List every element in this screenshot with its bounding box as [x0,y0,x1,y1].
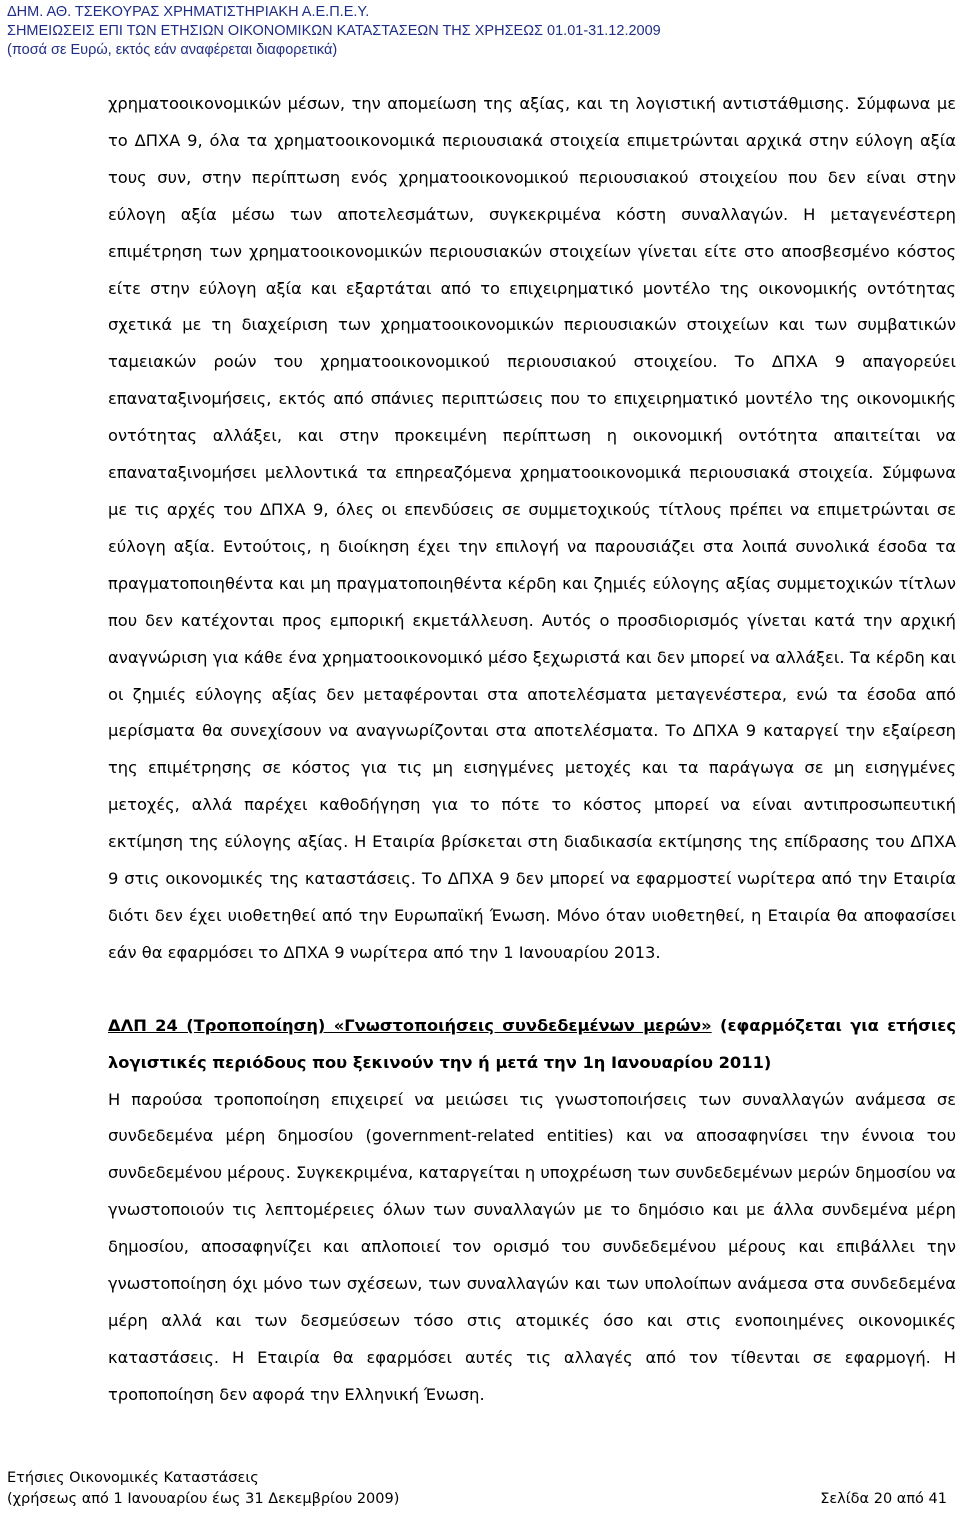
section-heading-title: ΔΛΠ 24 (Τροποποίηση) «Γνωστοποιήσεις συνδεδεμένων μερών» [108,1015,712,1035]
ias24-paragraph: Η παρούσα τροποποίηση επιχειρεί να μειώσει τις γνωστοποιήσεις των συναλλαγών ανάμεσα σε συνδεδεμένα μέρη δημοσίου (government-related entities) και να αποσαφηνίσει την έννοια του συνδεδεμένου μέρους. Συγκεκριμένα, καταργείται η υποχρέωση των συνδεδεμένων μερών δημοσίου να γνωστοποιούν τις λεπτομέρειες όλων των συναλλαγών με το δημόσιο και με άλλα συνδεμένα μέρη δημοσίου, αποσαφηνίζει και απλοποιεί τον ορισμό του συνδεδεμένου μέρους και επιβάλλει την γνωστοποίηση όχι μόνο των σχέσεων, των συναλλαγών και των υπολοίπων ανάμεσα στα συνδεδεμένα μέρη αλλά και των δεσμεύσεων τόσο στις ατομικές όσο και στις ενοποιημένες οικονομικές καταστάσεις. Η Εταιρία θα εφαρμόσει αυτές τις αλλαγές από τον τίθενται σε εφαρμογή. Η τροποποίηση δεν αφορά την Ελληνική Ένωση. [108,1089,956,1404]
footer-title: Ετήσιες Οικονομικές Καταστάσεις [7,1470,259,1486]
section-heading-ias24 [108,1008,956,1082]
page-number: Σελίδα 20 από 41 [820,1490,947,1507]
company-name: ΔΗΜ. ΑΘ. ΤΣΕΚΟΥΡΑΣ ΧΡΗΜΑΤΙΣΤΗΡΙΑΚΗ Α.Ε.Π.Ε.Υ. [7,4,370,20]
currency-note: (ποσά σε Ευρώ, εκτός εάν αναφέρεται διαφορετικά) [7,42,338,58]
page-footer [7,1468,947,1509]
footer-period: (χρήσεως από 1 Ιανουαρίου έως 31 Δεκεμβρίου 2009) [7,1490,400,1507]
page-content [108,86,956,1414]
ifrs9-paragraph: χρηματοοικονομικών μέσων, την απομείωση της αξίας, και τη λογιστική αντιστάθμισης. Σύμφωνα με το ΔΠΧΑ 9, όλα τα χρηματοοικονομικά περιουσιακά στοιχεία επιμετρώνται αρχικά στην εύλογη αξία τους συν, στην περίπτωση ενός χρηματοοικονομικού περιουσιακού στοιχείου που δεν είναι στην εύλογη αξία μέσω των αποτελεσμάτων, συγκεκριμένα κόστη συναλλαγών. Η μεταγενέστερη επιμέτρηση των χρηματοοικονομικών περιουσιακών στοιχείων γίνεται είτε στο αποσβεσμένο κόστος είτε στην εύλογη αξία και εξαρτάται από το επιχειρηματικό μοντέλο της οικονομικής οντότητας σχετικά με τη διαχείριση των χρηματοοικονομικών περιουσιακών στοιχείων και των συμβατικών ταμειακών ροών του χρηματοοικονομικού περιουσιακού στοιχείου. Το ΔΠΧΑ 9 απαγορεύει επαναταξινομήσεις, εκτός από σπάνιες περιπτώσεις που το επιχειρηματικό μοντέλο της οικονομικής οντότητας αλλάξει, και στην προκειμένη περίπτωση η οικονομική οντότητα απαιτείται να επαναταξινομήσει μελλοντικά τα επηρεαζόμενα χρηματοοικονομικά περιουσιακά στοιχεία. Σύμφωνα με τις αρχές του ΔΠΧΑ 9, όλες οι επενδύσεις σε συμμετοχικούς τίτλους πρέπει να επιμετρώνται σε εύλογη αξία. Εντούτοις, η διοίκηση έχει την επιλογή να παρουσιάζει στα λοιπά συνολικά έσοδα τα πραγματοποιηθέντα και μη πραγματοποιηθέντα κέρδη και ζημιές εύλογης αξίας συμμετοχικών τίτλων που δεν κατέχονται προς εμπορική εκμετάλλευση. Αυτός ο προσδιορισμός γίνεται κατά την αρχική αναγνώριση για κάθε ένα χρηματοοικονομικό μέσο ξεχωριστά και δεν μπορεί να αλλάξει. Τα κέρδη και οι ζημιές εύλογης αξίας δεν μεταφέρονται στα αποτελέσματα μεταγενέστερα, ενώ τα έσοδα από μερίσματα θα συνεχίσουν να αναγνωρίζονται στα αποτελέσματα. Το ΔΠΧΑ 9 καταργεί την εξαίρεση της επιμέτρησης σε κόστος για τις μη εισηγμένες μετοχές και τα παράγωγα σε μη εισηγμένες μετοχές, αλλά παρέχει καθοδήγηση για το πότε το κόστος μπορεί να είναι αντιπροσωπευτική εκτίμηση της εύλογης αξίας. Η Εταιρία βρίσκεται στη διαδικασία εκτίμησης της επίδρασης του ΔΠΧΑ 9 στις οικονομικές της καταστάσεις. Το ΔΠΧΑ 9 δεν μπορεί να εφαρμοστεί νωρίτερα από την Εταιρία διότι δεν έχει υιοθετηθεί από την Ευρωπαϊκή Ένωση. Μόνο όταν υιοθετηθεί, η Εταιρία θα αποφασίσει εάν θα εφαρμόσει το ΔΠΧΑ 9 νωρίτερα από την 1 Ιανουαρίου 2013. [108,94,956,962]
section-heading-effective-date: (εφαρμόζεται για ετήσιες λογιστικές περιόδους που ξεκινούν την ή μετά την 1η Ιανουαρίου 2011) [108,1015,956,1072]
page-header [7,3,947,60]
document-title: ΣΗΜΕΙΩΣΕΙΣ ΕΠΙ ΤΩΝ ΕΤΗΣΙΩΝ ΟΙΚΟΝΟΜΙΚΩΝ ΚΑΤΑΣΤΑΣΕΩΝ ΤΗΣ ΧΡΗΣΕΩΣ 01.01-31.12.2009 [7,23,661,39]
